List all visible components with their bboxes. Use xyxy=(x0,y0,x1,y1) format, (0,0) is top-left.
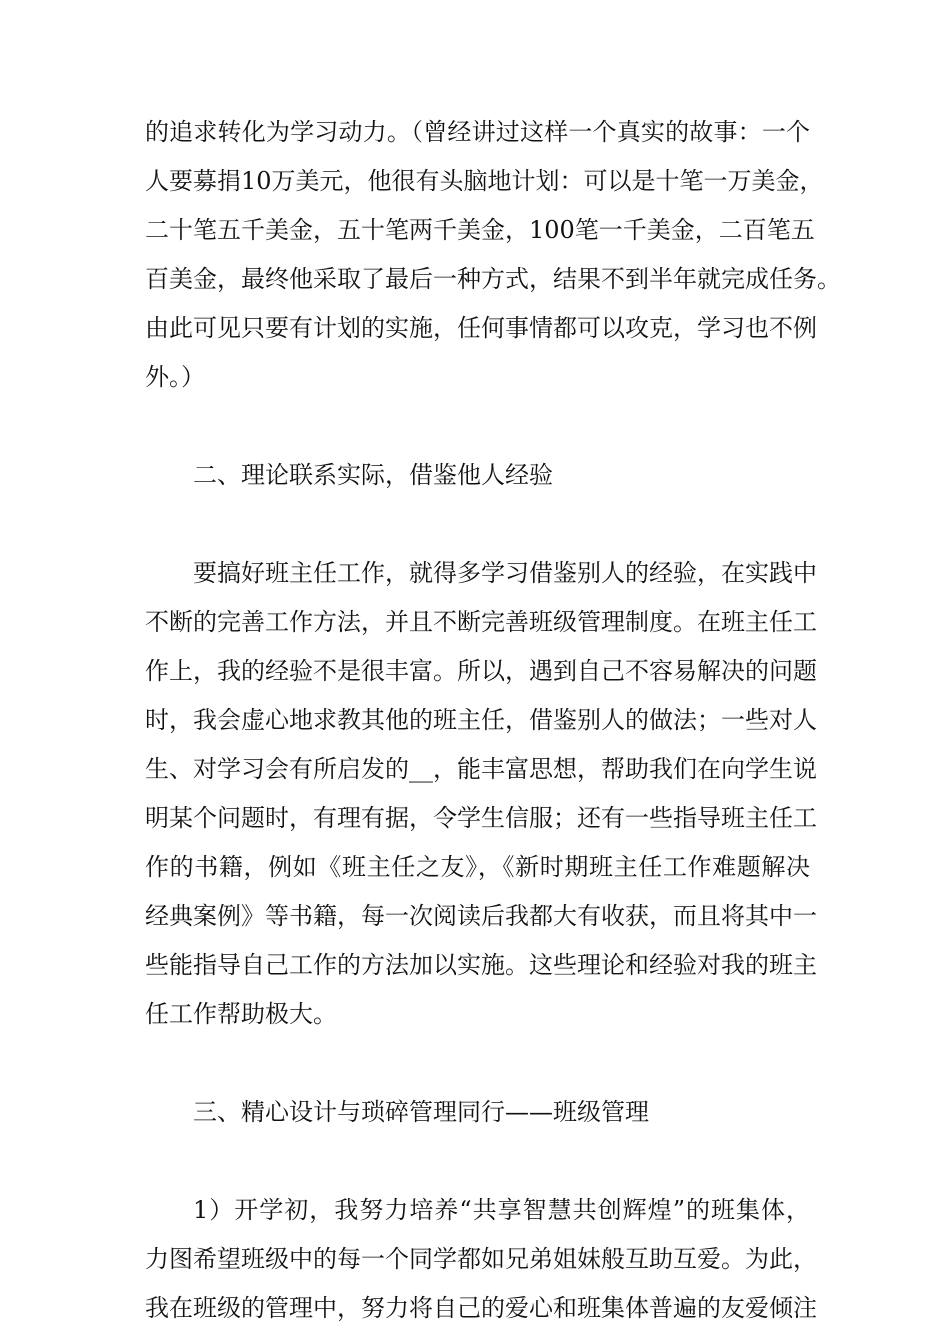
paragraph-3 xyxy=(145,1186,817,1333)
paragraph-line: 的追求转化为学习动力。（曾经讲过这样一个真实的故事：一个 xyxy=(145,118,810,146)
paragraph-1 xyxy=(145,108,841,402)
paragraph-line: 时，我会虚心地求教其他的班主任，借鉴别人的做法；一些对人 xyxy=(145,706,817,734)
paragraph-gap xyxy=(145,1137,810,1186)
paragraph-line: 要搞好班主任工作，就得多学习借鉴别人的经验，在实践中 xyxy=(193,559,817,587)
paragraph-gap xyxy=(145,500,810,549)
paragraph-line: 些能指导自己工作的方法加以实施。这些理论和经验对我的班主 xyxy=(145,951,817,979)
paragraph-line: 百美金，最终他采取了最后一种方式，结果不到半年就完成任务。 xyxy=(145,265,841,293)
paragraph-line: 由此可见只要有计划的实施，任何事情都可以攻克，学习也不例 xyxy=(145,314,817,342)
paragraph-line: 我在班级的管理中，努力将自己的爱心和班集体普遍的友爱倾注 xyxy=(145,1294,817,1322)
paragraph-gap xyxy=(145,402,810,451)
paragraph-line: 1）开学初，我努力培养“共享智慧共创辉煌”的班集体， xyxy=(193,1196,810,1224)
section-heading-2: 二、理论联系实际，借鉴他人经验 xyxy=(193,461,553,489)
paragraph-line: 人要募捐10万美元，他很有头脑地计划：可以是十笔一万美金， xyxy=(145,167,824,195)
section-heading-3: 三、精心设计与琐碎管理同行——班级管理 xyxy=(193,1098,649,1126)
paragraph-line: 作的书籍，例如《班主任之友》，《新时期班主任工作难题解决 xyxy=(145,853,810,881)
paragraph-line: 不断的完善工作方法，并且不断完善班级管理制度。在班主任工 xyxy=(145,608,817,636)
paragraph-line: 二十笔五千美金，五十笔两千美金，100笔一千美金，二百笔五 xyxy=(145,216,815,244)
paragraph-gap xyxy=(145,1039,810,1088)
paragraph-line: 任工作帮助极大。 xyxy=(145,1000,337,1028)
paragraph-line: 作上，我的经验不是很丰富。所以，遇到自己不容易解决的问题 xyxy=(145,657,817,685)
paragraph-line: 力图希望班级中的每一个同学都如兄弟姐妹般互助互爱。为此， xyxy=(145,1245,817,1273)
paragraph-line: 明某个问题时，有理有据，令学生信服；还有一些指导班主任工 xyxy=(145,804,817,832)
paragraph-line: 经典案例》等书籍，每一次阅读后我都大有收获，而且将其中一 xyxy=(145,902,817,930)
paragraph-line: 外。） xyxy=(145,363,205,391)
document-body xyxy=(145,108,841,1333)
paragraph-2 xyxy=(145,549,817,1039)
paragraph-line: 生、对学习会有所启发的__，能丰富思想，帮助我们在向学生说 xyxy=(145,755,817,783)
